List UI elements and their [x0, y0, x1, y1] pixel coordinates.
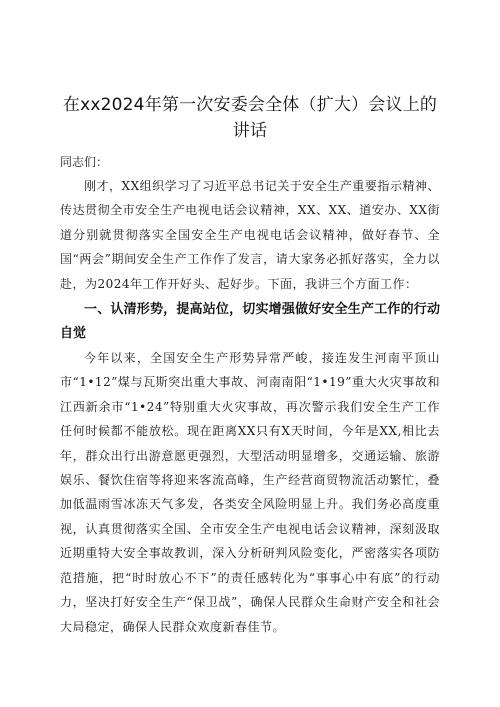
section-heading-1: 一、认清形势，提高站位，切实增强做好安全生产工作的行动自觉 — [60, 302, 440, 342]
salutation: 同志们： — [60, 155, 109, 169]
section-body-1: 今年以来，全国安全生产形势异常严峻，接连发生河南平顶山市“1•12”煤与瓦斯突出重大事故、河南南阳“1•19”重大火灾事故和江西新余市“1•24”特别重大火灾事故，再次警示我们安全生产工作任何时候都不能放松。现在距离XX只有X天时间，今年是XX,相比去年，群众出行出游意愿更强烈，大型活动明显增多，交通运输、旅游娱乐、餐饮住宿等将迎来客流高峰，生产经营商贸物流活动繁忙，叠加低温雨雪冰冻天气多发，各类安全风险明显上升。我们务必高度重视，认真贯彻落实全国、全市安全生产电视电话会议精神，深刻汲取近期重特大安全事故教训，深入分析研判风险变化，严密落实各项防范措施，把“时时放心不下”的责任感转化为“事事心中有底”的行动力，坚决打好安全生产“保卫战”，确保人民群众生命财产安全和社会大局稳定，确保人民群众欢度新春佳节。 — [60, 351, 440, 634]
intro-paragraph: 刚才，XX组织学习了习近平总书记关于安全生产重要指示精神、传达贯彻全市安全生产电视电话会议精神，XX、XX、道安办、XX街道分别就贯彻落实全国安全生产电视电话会议精神，做好春节、全国“两会”期间安全生产工作作了发言，请大家务必抓好落实，全力以赴，为2024年工作开好头、起好步。下面，我讲三个方面工作： — [60, 179, 440, 291]
document-title: 在xx2024年第一次安委会全体（扩大）会议上的讲话 — [62, 95, 438, 141]
